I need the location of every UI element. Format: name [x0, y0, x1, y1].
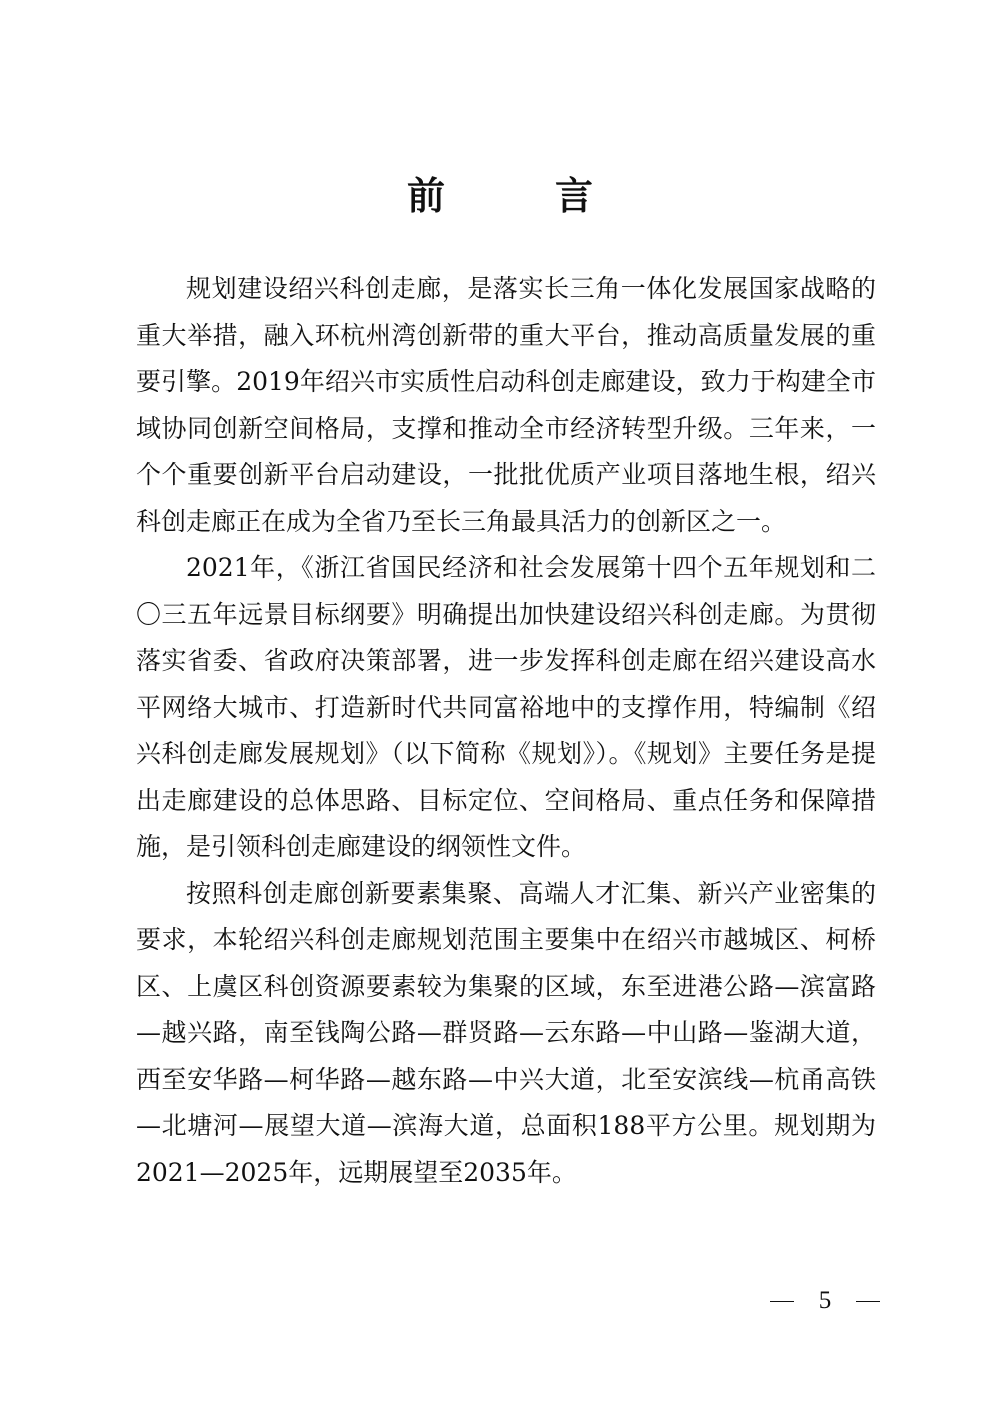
page-number: 5 [818, 1287, 832, 1314]
right-dash [856, 1301, 880, 1302]
paragraph-2: 2021年，《浙江省国民经济和社会发展第十四个五年规划和二〇三五年远景目标纲要》明确提出加快建设绍兴科创走廊。为贯彻落实省委、省政府决策部署，进一步发挥科创走廊在绍兴建设高水平网络大城市、打造新时代共同富裕地中的支撑作用，特编制《绍兴科创走廊发展规划》（以下简称《规划》）。《规划》主要任务是提出走廊建设的总体思路、目标定位、空间格局、重点任务和保障措施，是引领科创走廊建设的纲领性文件。 [136, 553, 876, 861]
body-text [136, 266, 876, 1196]
left-dash [770, 1301, 794, 1302]
paragraph-3: 按照科创走廊创新要素集聚、高端人才汇集、新兴产业密集的要求，本轮绍兴科创走廊规划范围主要集中在绍兴市越城区、柯桥区、上虞区科创资源要素较为集聚的区域，东至进港公路—滨富路—越兴路，南至钱陶公路—群贤路—云东路—中山路—鉴湖大道，西至安华路—柯华路—越东路—中兴大道，北至安滨线—杭甬高铁—北塘河—展望大道—滨海大道，总面积188平方公里。规划期为2021—2025年，远期展望至2035年。 [136, 878, 876, 1187]
page-title: 前 言 [406, 173, 629, 218]
paragraph-1: 规划建设绍兴科创走廊，是落实长三角一体化发展国家战略的重大举措，融入环杭州湾创新带的重大平台，推动高质量发展的重要引擎。2019年绍兴市实质性启动科创走廊建设，致力于构建全市域协同创新空间格局，支撑和推动全市经济转型升级。三年来，一个个重要创新平台启动建设，一批批优质产业项目落地生根，绍兴科创走廊正在成为全省乃至长三角最具活力的创新区之一。 [136, 274, 876, 536]
page-footer [770, 1284, 880, 1318]
